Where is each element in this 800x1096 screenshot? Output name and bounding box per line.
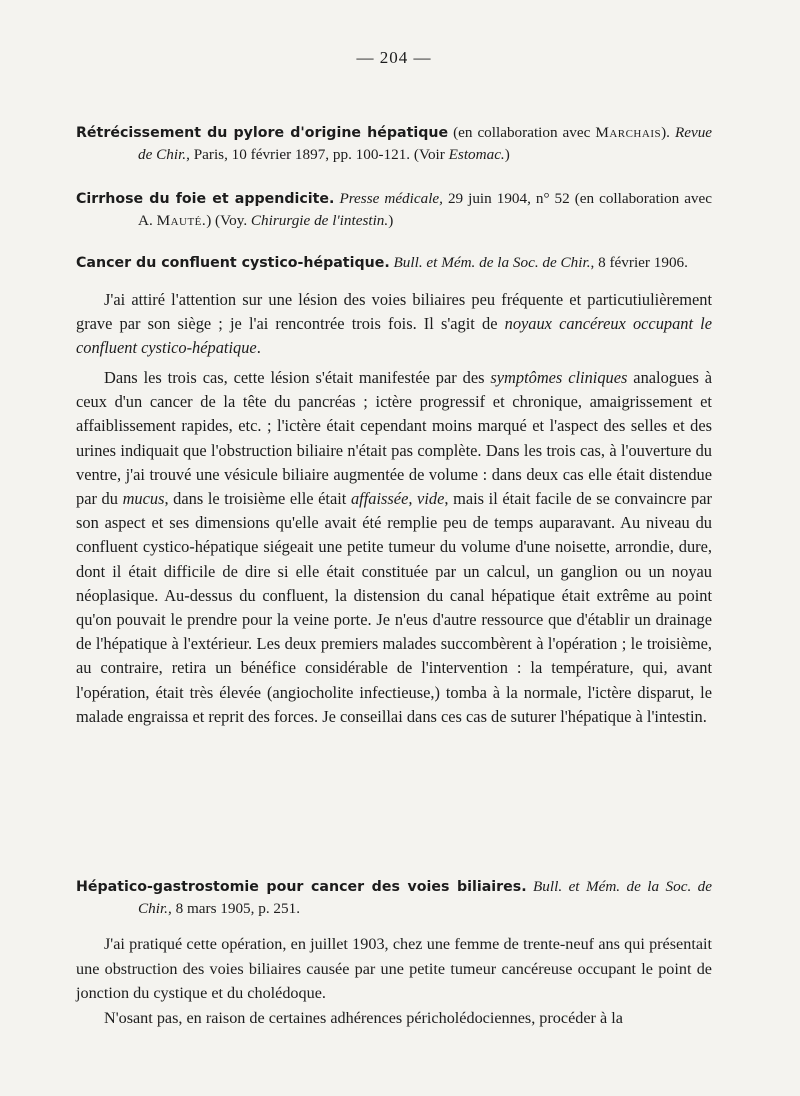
entry-title: Rétrécissement du pylore d'origine hépatique [76,125,449,141]
page-number: — 204 — [356,48,432,67]
entry-title: Hépatico-gastrostomie pour cancer des voies biliaires. [76,879,527,895]
bibliography-entry-3: Cancer du confluent cystico-hépatique. Bull. et Mém. de la Soc. de Chir., 8 février 1906. [76,254,688,271]
author-name: Mauté. [156,212,207,229]
document-page [76,0,712,1096]
journal-name: Bull. et Mém. de la Soc. de Chir. [138,878,713,917]
journal-name: Bull. et Mém. de la Soc. de Chir. [393,254,591,271]
cross-reference: Estomac. [448,146,505,163]
bibliography-entry-1: Rétrécissement du pylore d'origine hépatique (en collaboration avec Marchais). Revue de Chir., Paris, 10 février 1897, pp. 100-121. (Voir Estomac.) [76,124,713,163]
paragraph-3: J'ai pratiqué cette opération, en juillet 1903, chez une femme de trente-neuf ans qui présentait une obstruction des voies biliaires causée par une petite tumeur cancéreuse occupant le point de jonction du cystique et du cholédoque. [76,935,712,1002]
bibliography-entry-4: Hépatico-gastrostomie pour cancer des voies biliaires. Bull. et Mém. de la Soc. de Chir., 8 mars 1905, p. 251. [76,878,713,917]
journal-name: Presse médicale, [339,190,443,207]
journal-name: Revue de Chir. [138,124,713,163]
entry-title: Cancer du confluent cystico-hépatique. [76,255,390,271]
paragraph-2: Dans les trois cas, cette lésion s'était manifestée par des symptômes cliniques analogues à ceux d'un cancer de la tête du pancréas ; ictère progressif et chronique, amaigrissement et affaiblissement rapides, etc. ; l'ictère était cependant moins marqué et l'aspect des selles et des urines indiquait que l'obstruction biliaire n'était pas complète. Dans les trois cas, à l'ouverture du ventre, j'ai trouvé une vésicule biliaire augmentée de volume : dans deux cas elle était distendue par du mucus, dans le troisième elle était affaissée, vide, mais il était facile de se convaincre par son aspect et ses dimensions qu'elle avait été remplie peu de temps auparavant. Au niveau du confluent cystico-hépatique siégeait une petite tumeur du volume d'une noisette, arrondie, dure, dont il était difficile de dire si elle était constituée par un calcul, un ganglion ou un noyau néoplasique. Au-dessus du confluent, la distension du canal hépatique était extrême au point qu'on pouvait le prendre pour la veine porte. Je n'eus d'autre ressource que d'établir un drainage de l'hépatique à l'extérieur. Les deux premiers malades succombèrent à l'opération ; le troisième, au contraire, retira un bénéfice considérable de l'intervention : la température, qui, avant l'opération, était très élevée (angiocholite infectieuse,) tomba à la normale, l'ictère disparut, le malade engraissa et reprit des forces. Je conseillai dans ces cas de suturer l'hépatique à l'intestin. [76,368,713,726]
paragraph-4: N'osant pas, en raison de certaines adhérences péricholédociennes, procéder à la [104,1009,623,1027]
author-name: Marchais [595,124,662,141]
entry-title: Cirrhose du foie et appendicite. [76,191,335,207]
bibliography-entry-2: Cirrhose du foie et appendicite. Presse médicale, 29 juin 1904, n° 52 (en collaboration avec A. Mauté.) (Voy. Chirurgie de l'intestin.) [76,190,713,229]
paragraph-1: J'ai attiré l'attention sur une lésion des voies biliaires peu fréquente et particutiulièrement grave par son siège ; je l'ai rencontrée trois fois. Il s'agit de noyaux cancéreux occupant le confluent cystico-hépatique. [76,290,712,358]
cross-reference: Chirurgie de l'intestin. [250,212,389,229]
